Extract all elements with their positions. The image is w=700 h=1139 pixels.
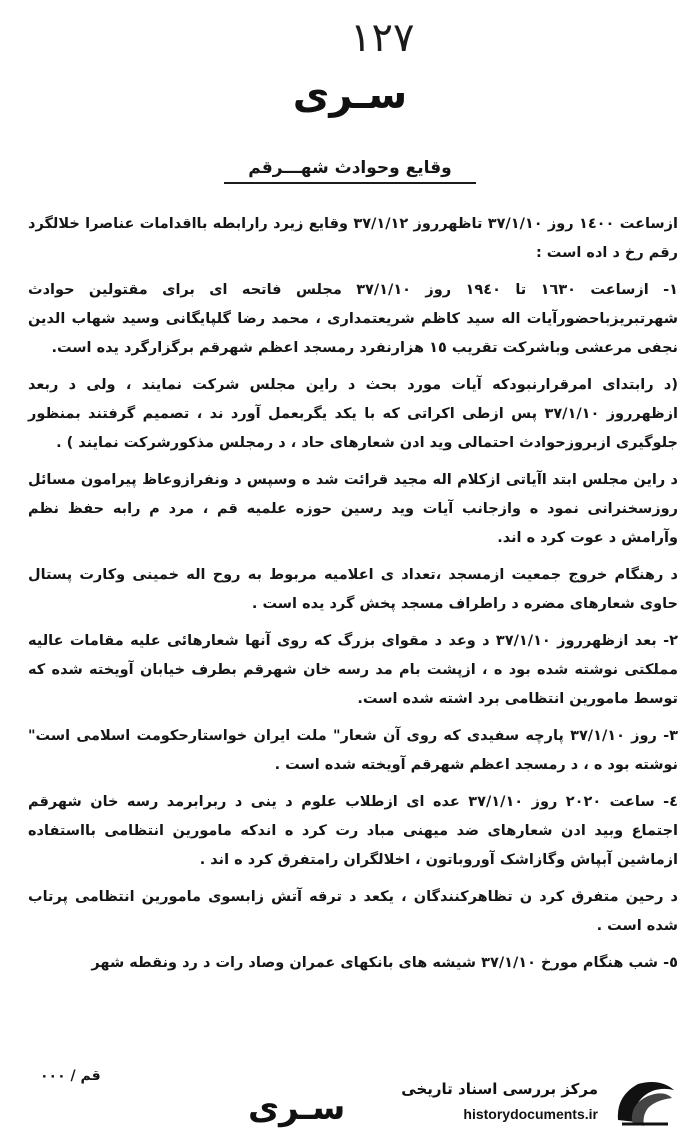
paragraph-item-5: ٥- شب هنگام مورخ ٣٧/١/١٠ شیشه های بانکهای عمران وصاد رات د رد ونقطه شهر <box>91 955 678 971</box>
paragraph-item-3: ٣- روز ٣٧/١/١٠ پارچه سفیدی که روی آن شعار" ملت ایران خواستارحکومت اسلامی است" نوشته بود ه ، د رمسجد اعظم شهرقم آویخته شده است . <box>28 728 678 773</box>
classification-label-top: سـری <box>292 72 408 118</box>
paragraph-item-2: ٢- بعد ازظهرروز ٣٧/١/١٠ د وعد د مقوای بزرگ که روی آنها شعارهائی علیه مقامات عالیه مملکتی نوشته شده بود ه ، ازپشت بام مد رسه خان شهرقم بطرف خیابان آویخته شده که توسط مامورین انتظامی برد اشته شده است. <box>28 633 678 707</box>
paragraph-item-4: ٤- ساعت ٢٠٢٠ روز ٣٧/١/١٠ عده ای ازطلاب علوم د ینی د ربرابرمد رسه خان شهرقم اجتماع وبید ادن شعارهای ضد میهنی مباد رت کرد ه اندکه مامورین انتظامی بااستفاده ازماشین آبپاش وگازاشک آوروباتون ، اخلالگران رامتفرق کرد ه اند . <box>28 794 678 868</box>
paragraph-item-4-detail: د رحین متفرق کرد ن تظاهرکنندگان ، یکعد د ترقه آتش زابسوی مامورین انتظامی پرتاب شده است . <box>28 889 678 934</box>
archive-logo-icon <box>608 1076 680 1130</box>
paragraph-item-1: ١- ازساعت ١٦٣٠ تا ١٩٤٠ روز ٣٧/١/١٠ مجلس فاتحه ای برای مقتولین حوادث شهرتبریزباحضورآیات اله سید کاظم شریعتمداری ، محمد رضا گلپایگانی وسید شهاب الدین نجفی مرعشی وباشرکت تقریب ١٥ هزارنفرد رمسجد اعظم شهرقم برگزارگرد یده است. <box>28 282 678 356</box>
document-body <box>28 210 678 986</box>
paragraph-item-1-note: (د رابتدای امرقرارنبودکه آیات مورد بحث د راین مجلس شرکت نمایند ، ولی د ربعد ازظهرروز ٣٧/١/١٠ پس ازطی اکراتی که با یکد یگربعمل آورد ند ، تصمیم گرفتند بمنظور جلوگیری ازبروزحوادث احتمالی وید ادن شعارهای حاد ، د رمجلس مذکورشرکت نمایند ) . <box>28 377 678 451</box>
page-number: ١٢٧ <box>350 15 415 61</box>
paragraph-item-1-detail: د راین مجلس ابتد اآیاتی ازکلام اله مجید قرائت شد ه وسپس د ونفرازوعاظ پیرامون مسائل روزسخنرانی نمود ه وازجانب آیات وید رسین حوزه علمیه قم ، مرد م رابه حفظ نظم وآرامش د عوت کرد ه اند. <box>28 472 678 546</box>
document-title <box>0 158 700 178</box>
classification-label-bottom: سـری <box>248 1088 346 1128</box>
paragraph-item-1-exit: د رهنگام خروج جمعیت ازمسجد ،تعداد ی اعلامیه مربوط به روح اله خمینی وکارت پستال حاوی شعارهای مضره د راطراف مسجد پخش گرد یده است . <box>28 567 678 612</box>
footer-page-marker: قم / ٠٠٠ <box>40 1068 101 1084</box>
archive-watermark <box>395 1074 690 1132</box>
document-title-text: وقایع وحوادث شهـــرقم <box>224 158 475 184</box>
watermark-url: historydocuments.ir <box>463 1106 598 1122</box>
paragraph-intro: ازساعت ١٤٠٠ روز ٣٧/١/١٠ تاظهرروز ٣٧/١/١٢ وقایع زیرد رارابطه بااقدامات عناصرا خلالگرد رقم رخ د اده است : <box>28 216 678 261</box>
watermark-org-name: مرکز بررسی اسناد تاریخی <box>401 1080 598 1098</box>
